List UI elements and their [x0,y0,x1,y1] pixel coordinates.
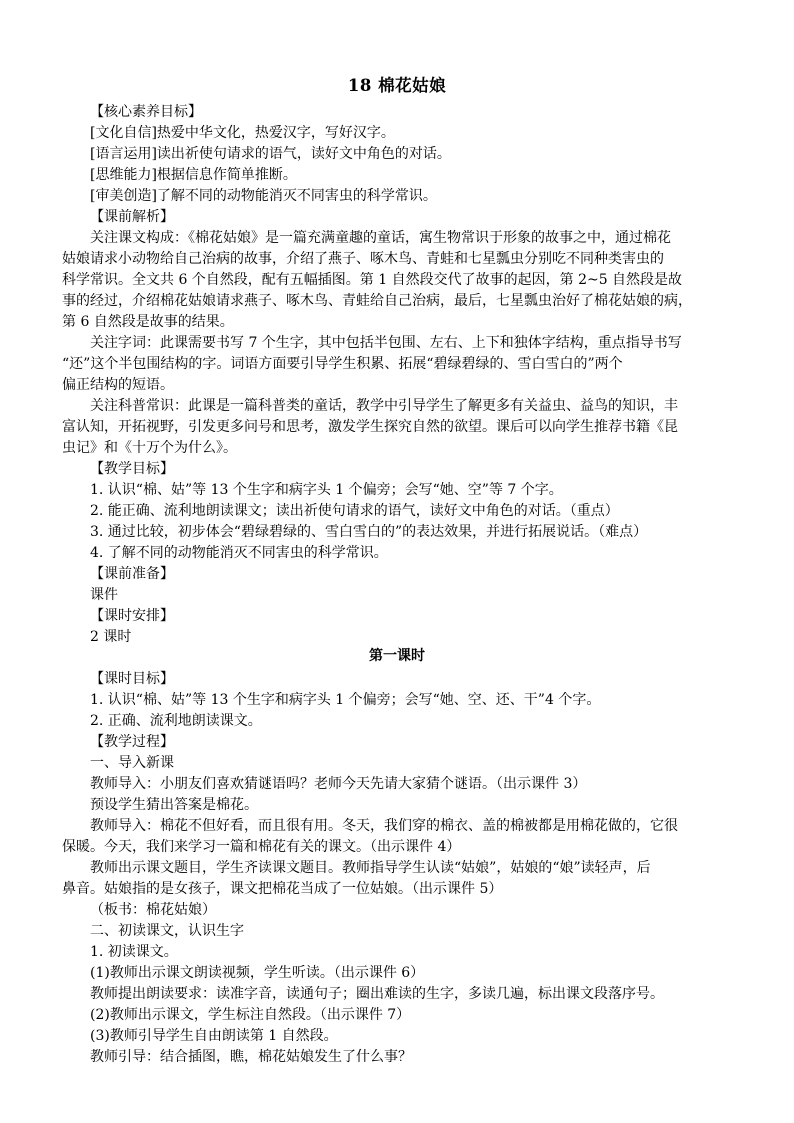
list-item: 2. 能正确、流利地朗读课文；读出祈使句请求的语气，读好文中角色的对话。（重点） [90,503,619,519]
text-line: 教师导入：棉花不但好看，而且很有用。冬天，我们穿的棉衣、盖的棉被都是用棉花做的，它很 [90,818,678,834]
text-line: 富认知，开拓视野，引发更多问号和思考，激发学生探究自然的欲望。课后可以向学生推荐书籍《昆 [62,419,678,435]
text-line: 教师引导：结合插图，瞧，棉花姑娘发生了什么事？ [90,1049,412,1065]
text-line: 1. 初读课文。 [90,944,178,960]
text-line: 偏正结构的短语。 [62,377,174,393]
text-line: (3)教师引导学生自由朗读第 1 自然段。 [90,1028,338,1044]
page-title: 18 棉花姑娘 [347,76,447,95]
text-line: [文化自信]热爱中华文化，热爱汉字，写好汉字。 [90,125,395,141]
heading-lesson-goals: 【课时目标】 [90,671,174,687]
list-item: 1. 认识“棉、姑”等 13 个生字和病字头 1 个偏旁；会写“她、空”等 7 个字。 [90,482,563,498]
text-line: 保暖。今天，我们来学习一篇和棉花有关的课文。（出示课件 4） [62,839,461,855]
text-line: 教师导入：小朋友们喜欢猜谜语吗？老师今天先请大家猜个谜语。（出示课件 3） [90,776,587,792]
text-line: [语言运用]读出祈使句请求的语气，读好文中角色的对话。 [90,146,451,162]
text-line: 科学常识。全文共 6 个自然段，配有五幅插图。第 1 自然段交代了故事的起因，第 2~5 自然段是故 [62,272,683,288]
text-line: 关注科普常识：此课是一篇科普类的童话，教学中引导学生了解更多有关益虫、益鸟的知识，丰 [90,398,678,414]
list-item: 2. 正确、流利地朗读课文。 [90,713,262,729]
text-line: (2)教师出示课文，学生标注自然段。（出示课件 7） [90,1007,411,1023]
text-line: 二、初读课文，认识生字 [90,923,244,939]
text-line: “还”这个半包围结构的字。词语方面要引导学生积累、拓展“碧绿碧绿的、雪白雪白的”两个 [62,356,623,372]
text-line: 课件 [90,587,118,603]
text-line: 2 课时 [90,629,132,645]
text-line: 事的经过，介绍棉花姑娘请求燕子、啄木鸟、青蛙给自己治病，最后，七星瓢虫治好了棉花姑娘的病， [62,293,692,309]
text-line: 姑娘请求小动物给自己治病的故事，介绍了燕子、啄木鸟、青蛙和七星瓢虫分别吃不同种类害虫的 [62,251,664,267]
text-line: 教师提出朗读要求：读准字音，读通句子；圈出难读的生字，多读几遍，标出课文段落序号。 [90,986,664,1002]
text-line: 虫记》和《十万个为什么》。 [62,440,237,456]
text-line: [审美创造]了解不同的动物能消灭不同害虫的科学常识。 [90,188,437,204]
section-subtitle: 第一课时 [369,648,425,664]
heading-pre-lesson: 【课前解析】 [90,209,174,225]
heading-teaching-goals: 【教学目标】 [90,461,174,477]
heading-preparation: 【课前准备】 [90,566,174,582]
heading-process: 【教学过程】 [90,734,174,750]
text-line: 关注字词：此课需要书写 7 个生字，其中包括半包围、左右、上下和独体字结构，重点指导书写 [90,335,682,351]
heading-schedule: 【课时安排】 [90,608,174,624]
text-line: 第 6 自然段是故事的结果。 [62,314,234,330]
text-line: 预设学生猜出答案是棉花。 [90,797,258,813]
list-item: 3. 通过比较，初步体会“碧绿碧绿的、雪白雪白的”的表达效果，并进行拓展说话。（难点） [90,524,648,540]
text-line: （板书：棉花姑娘） [90,902,216,918]
list-item: 4. 了解不同的动物能消灭不同害虫的科学常识。 [90,545,388,561]
text-line: 鼻音。姑娘指的是女孩子，课文把棉花当成了一位姑娘。（出示课件 5） [62,881,503,897]
text-line: 关注课文构成：《棉花姑娘》是一篇充满童趣的童话，寓生物常识于形象的故事之中，通过棉花 [90,230,671,246]
heading-core-goals: 【核心素养目标】 [90,104,202,120]
text-line: 一、导入新课 [90,755,174,771]
text-line: 教师出示课文题目，学生齐读课文题目。教师指导学生认读“姑娘”，姑娘的“娘”读轻声，后 [90,860,651,876]
list-item: 1. 认识“棉、姑”等 13 个生字和病字头 1 个偏旁；会写“她、空、还、干”4 个字。 [90,692,601,708]
text-line: (1)教师出示课文朗读视频，学生听读。（出示课件 6） [90,965,425,981]
text-line: [思维能力]根据信息作简单推断。 [90,167,297,183]
